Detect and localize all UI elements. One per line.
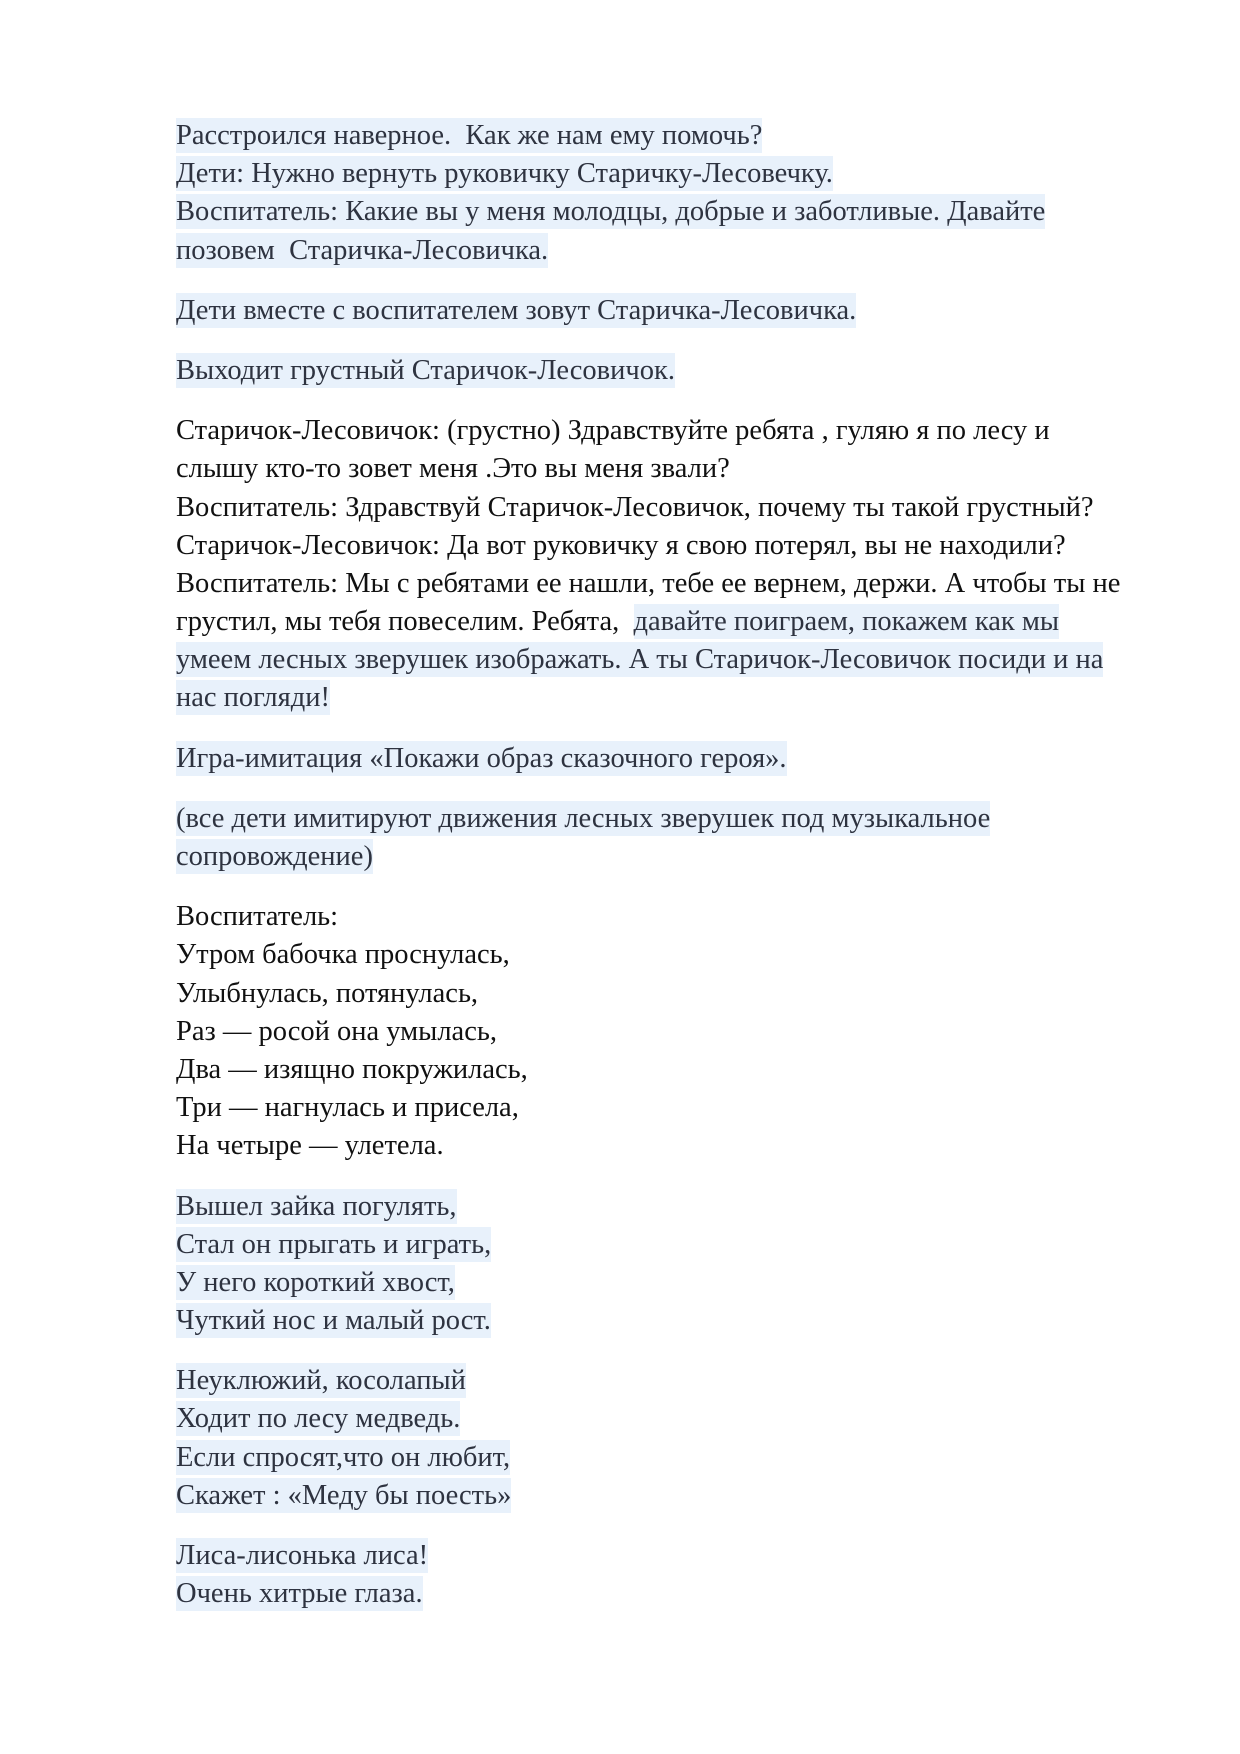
text-line — [176, 1302, 1176, 1340]
text-line — [176, 450, 1176, 488]
highlighted-text: Лиса-лисонька лиса! — [176, 1540, 429, 1571]
highlighted-text: Выходит грустный Старичок-Лесовичок. — [176, 354, 675, 386]
text-segment: Старичок-Лесовичок: Да вот руковичку я свою потерял, вы не находили? — [176, 529, 1066, 561]
text-line — [176, 1264, 1176, 1302]
text-segment: Раз — росой она умылась, — [176, 1015, 497, 1047]
text-line — [176, 603, 1176, 641]
highlighted-text: Расстроился наверное. Как же нам ему помочь? — [176, 120, 763, 151]
text-line — [176, 565, 1176, 603]
highlighted-text: давайте поиграем, покажем как мы — [633, 606, 1060, 638]
text-segment: Воспитатель: Здравствуй Старичок-Лесовичок, почему ты такой грустный? — [176, 491, 1094, 523]
paragraph — [176, 352, 1176, 390]
highlighted-text: Дети: Нужно вернуть руковичку Старичку-Лесовечку. — [176, 158, 833, 190]
paragraph — [176, 117, 1176, 270]
paragraph — [176, 1362, 1176, 1515]
text-line — [176, 800, 1176, 838]
highlighted-text: Неуклюжий, косолапый — [176, 1365, 466, 1397]
text-line — [176, 292, 1176, 330]
highlighted-text: Если спросят,что он любит, — [176, 1441, 511, 1473]
paragraph — [176, 800, 1176, 876]
text-segment: Два — изящно покружилась, — [176, 1053, 528, 1085]
highlighted-text: Вышел зайка погулять, — [176, 1190, 457, 1222]
highlighted-text: Очень хитрые глаза. — [176, 1578, 423, 1610]
highlighted-text: Дети вместе с воспитателем зовут Старичка-Лесовичка. — [176, 294, 857, 326]
text-line — [176, 1439, 1176, 1477]
text-line — [176, 1477, 1176, 1515]
text-segment: На четыре — улетела. — [176, 1130, 444, 1162]
paragraph — [176, 740, 1176, 778]
text-segment: Утром бабочка проснулась, — [176, 939, 510, 971]
text-line — [176, 975, 1176, 1013]
highlighted-text: Чуткий нос и малый рост. — [176, 1305, 491, 1337]
text-line — [176, 740, 1176, 778]
text-line — [176, 1537, 1176, 1575]
highlighted-text: Игра-имитация «Покажи образ сказочного героя». — [176, 742, 787, 774]
text-line — [176, 412, 1176, 450]
paragraph — [176, 292, 1176, 330]
text-line — [176, 1362, 1176, 1400]
paragraph — [176, 1188, 1176, 1341]
text-line — [176, 117, 1176, 155]
paragraph — [176, 1537, 1176, 1613]
highlighted-text: (все дети имитируют движения лесных зверушек под музыкальное — [176, 802, 991, 834]
highlighted-text: Стал он прыгать и играть, — [176, 1228, 492, 1260]
text-line — [176, 489, 1176, 527]
text-line — [176, 155, 1176, 193]
text-line — [176, 1013, 1176, 1051]
text-line — [176, 936, 1176, 974]
highlighted-text: Скажет : «Меду бы поесть» — [176, 1479, 512, 1511]
text-segment: Три — нагнулась и присела, — [176, 1092, 519, 1124]
highlighted-text: позовем Старичка-Лесовичка. — [176, 234, 549, 266]
text-line — [176, 193, 1176, 231]
text-segment: слышу кто-то зовет меня .Это вы меня звали? — [176, 453, 730, 485]
text-segment: Старичок-Лесовичок: (грустно) Здравствуйте ребята , гуляю я по лесу и — [176, 415, 1050, 447]
text-segment: Воспитатель: — [176, 901, 339, 933]
text-segment: Воспитатель: Мы с ребятами ее нашли, тебе ее вернем, держи. А чтобы ты не — [176, 567, 1121, 599]
text-line — [176, 1127, 1176, 1165]
text-line — [176, 1188, 1176, 1226]
highlighted-text: умеем лесных зверушек изображать. А ты Старичок-Лесовичок посиди и на — [176, 644, 1104, 676]
text-line — [176, 352, 1176, 390]
text-line — [176, 1400, 1176, 1438]
text-line — [176, 1575, 1176, 1613]
text-line — [176, 232, 1176, 270]
highlighted-text: У него короткий хвост, — [176, 1266, 455, 1298]
text-segment: грустил, мы тебя повеселим. Ребята, — [176, 606, 634, 638]
text-segment: Улыбнулась, потянулась, — [176, 977, 479, 1009]
text-line — [176, 641, 1176, 679]
highlighted-text: нас погляди! — [176, 682, 330, 714]
highlighted-text: Ходит по лесу медведь. — [176, 1403, 461, 1435]
highlighted-text: Воспитатель: Какие вы у меня молодцы, добрые и заботливые. Давайте — [176, 196, 1046, 228]
text-line — [176, 838, 1176, 876]
text-line — [176, 1051, 1176, 1089]
text-line — [176, 679, 1176, 717]
text-line — [176, 1226, 1176, 1264]
paragraph — [176, 898, 1176, 1165]
text-line — [176, 1089, 1176, 1127]
highlighted-text: сопровождение) — [176, 841, 373, 872]
text-line — [176, 898, 1176, 936]
document-page — [176, 117, 1176, 1635]
paragraph — [176, 412, 1176, 718]
text-line — [176, 527, 1176, 565]
